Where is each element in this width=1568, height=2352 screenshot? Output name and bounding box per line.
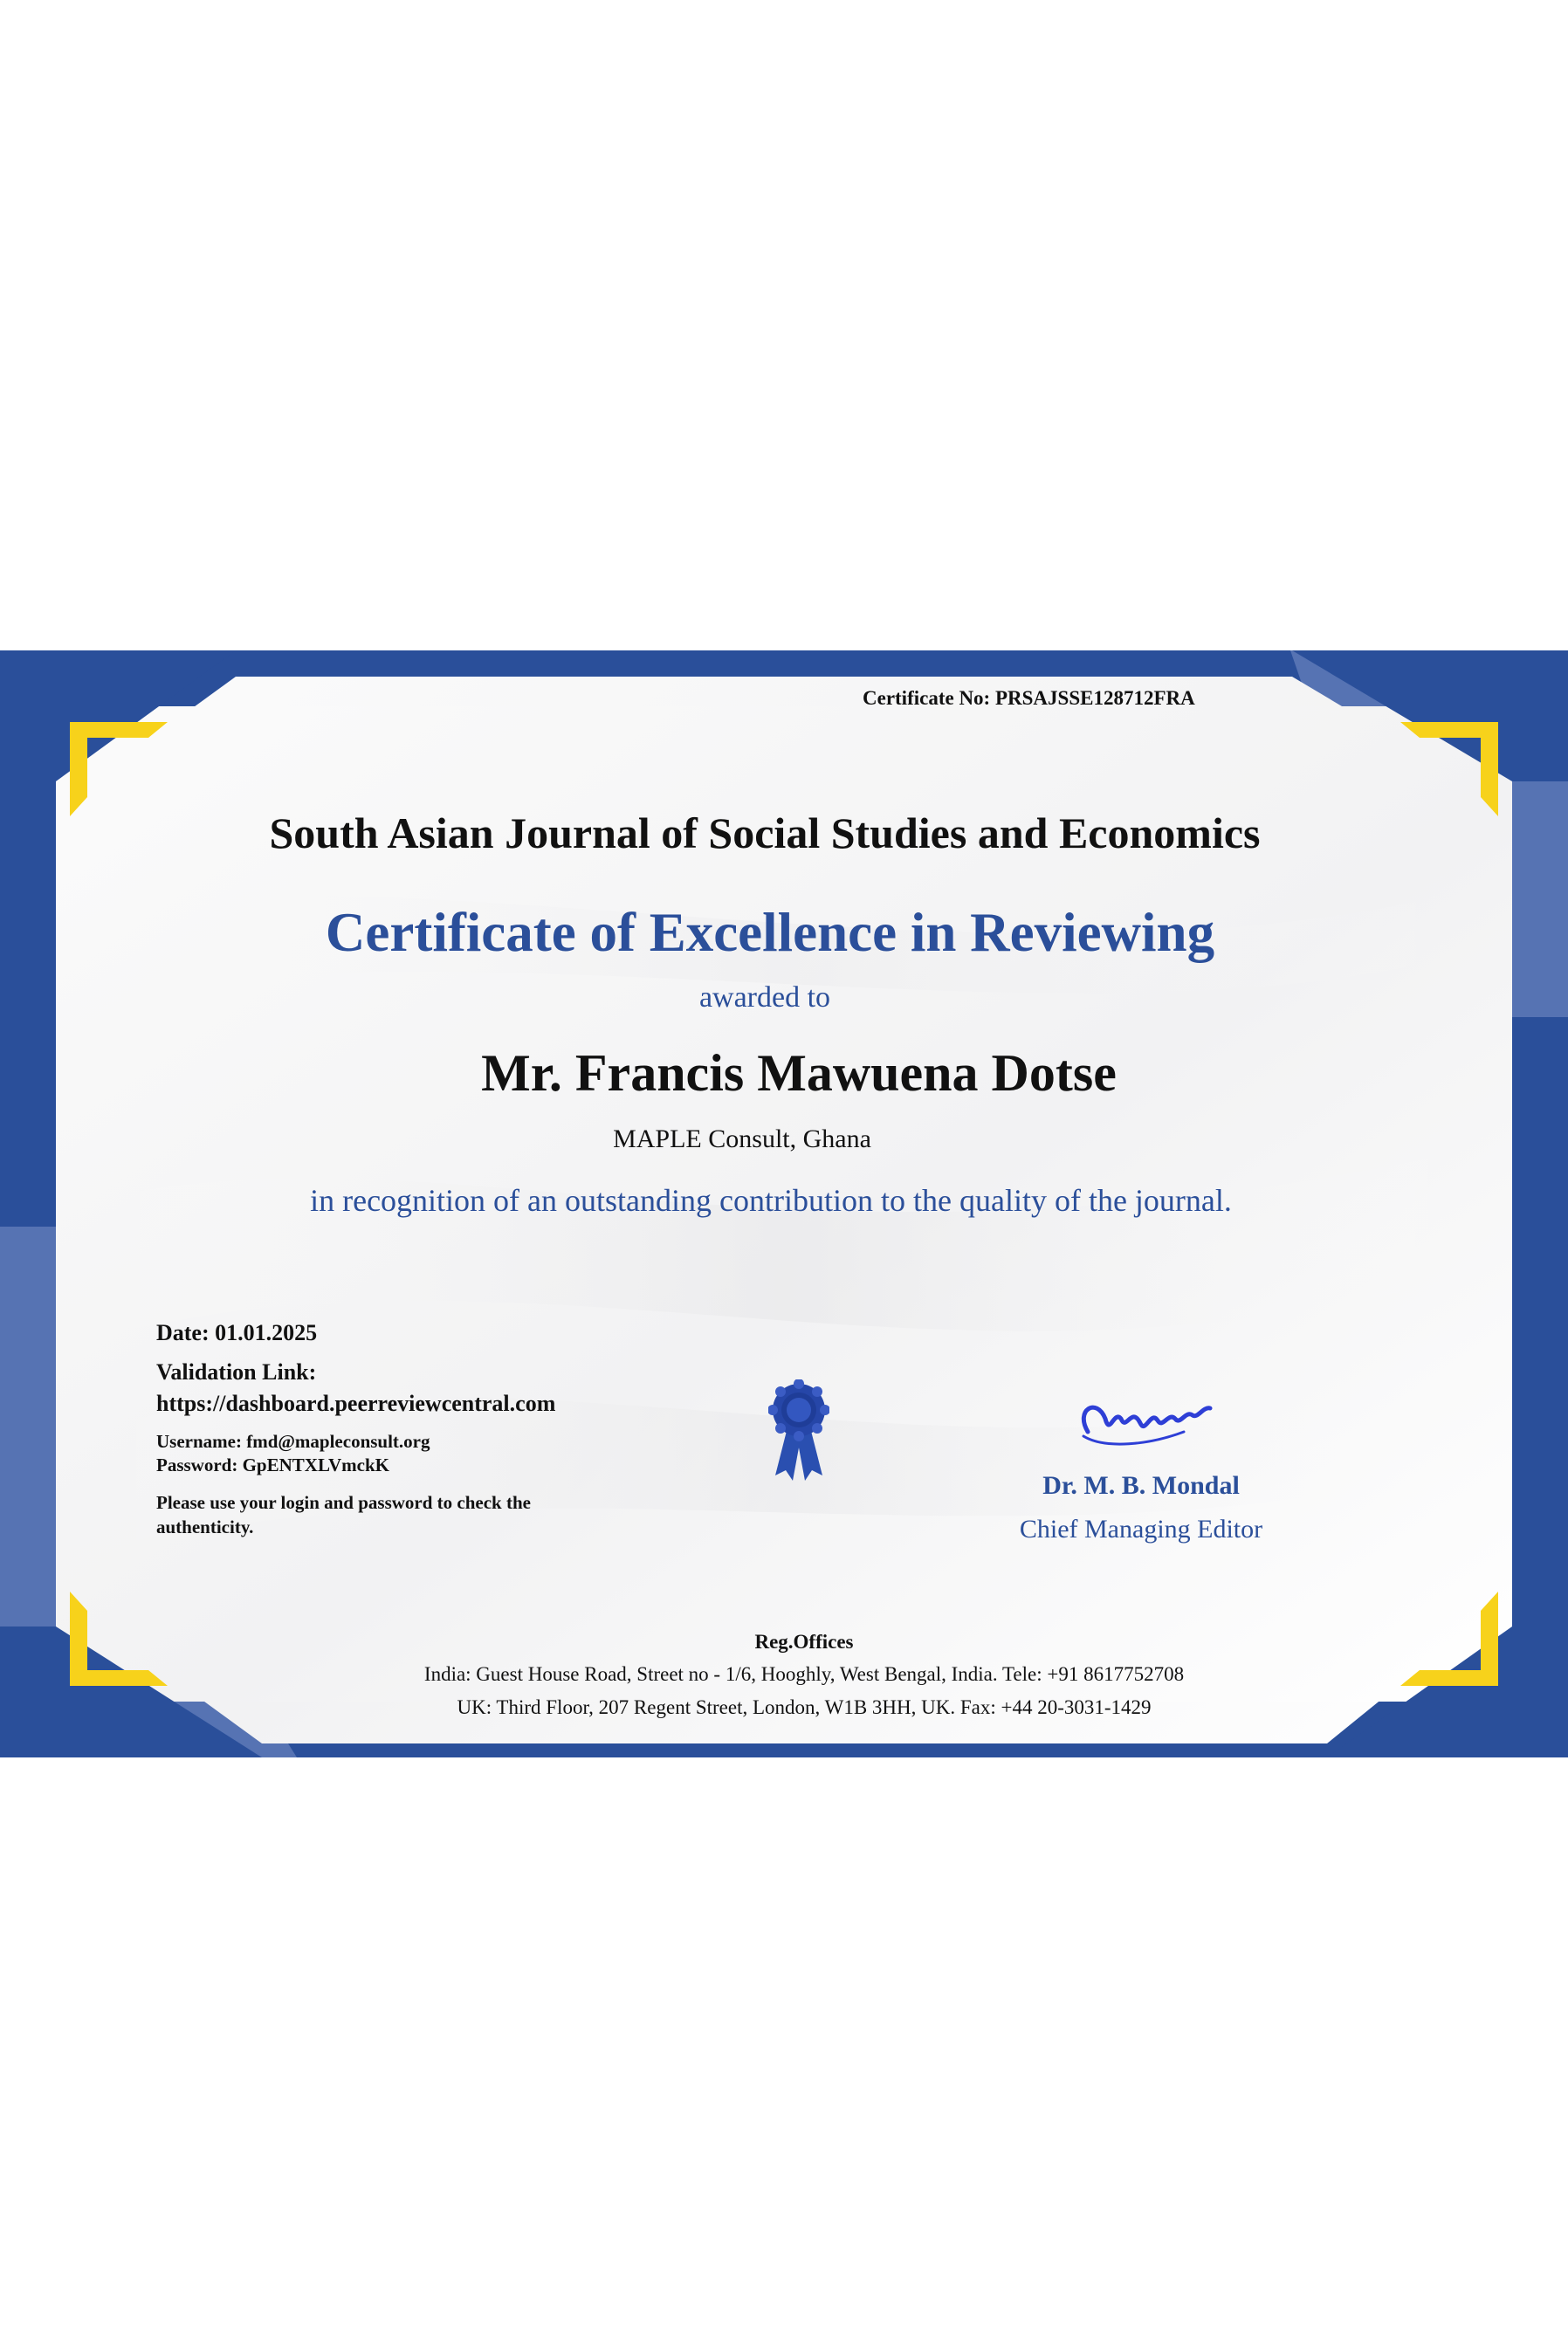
certificate: [0, 650, 1568, 1757]
validation-password: Password: GpENTXLVmckK: [156, 1455, 390, 1475]
validation-note: Please use your login and password to check the authenticity.: [156, 1492, 531, 1537]
validation-username: Username: fmd@mapleconsult.org: [156, 1431, 430, 1452]
uk-office-address: UK: Third Floor, 207 Regent Street, London, W1B 3HH, UK. Fax: +44 20-3031-1429: [457, 1696, 1152, 1718]
signatory-title: Chief Managing Editor: [1019, 1515, 1263, 1544]
certificate-title: Certificate of Excellence in Reviewing: [325, 902, 1215, 963]
india-office-address: India: Guest House Road, Street no - 1/6, Hooghly, West Bengal, India. Tele: +91 8617752708: [423, 1663, 1185, 1685]
validation-link-label: Validation Link:: [156, 1359, 317, 1385]
award-ribbon-icon: [768, 1379, 829, 1484]
recognition-text: in recognition of an outstanding contribution to the quality of the journal.: [310, 1183, 1232, 1218]
signature-image: [1070, 1384, 1223, 1462]
awarded-to-label: awarded to: [698, 981, 831, 1014]
validation-link[interactable]: https://dashboard.peerreviewcentral.com: [156, 1391, 556, 1416]
journal-name: South Asian Journal of Social Studies and Economics: [269, 808, 1261, 857]
recipient-name: Mr. Francis Mawuena Dotse: [481, 1044, 1117, 1102]
signatory-name: Dr. M. B. Mondal: [1042, 1471, 1240, 1500]
certificate-number: Certificate No: PRSAJSSE128712FRA: [863, 687, 1195, 709]
recipient-affiliation: MAPLE Consult, Ghana: [613, 1124, 871, 1153]
reg-offices-heading: Reg.Offices: [754, 1631, 854, 1653]
issue-date: Date: 01.01.2025: [156, 1320, 318, 1345]
